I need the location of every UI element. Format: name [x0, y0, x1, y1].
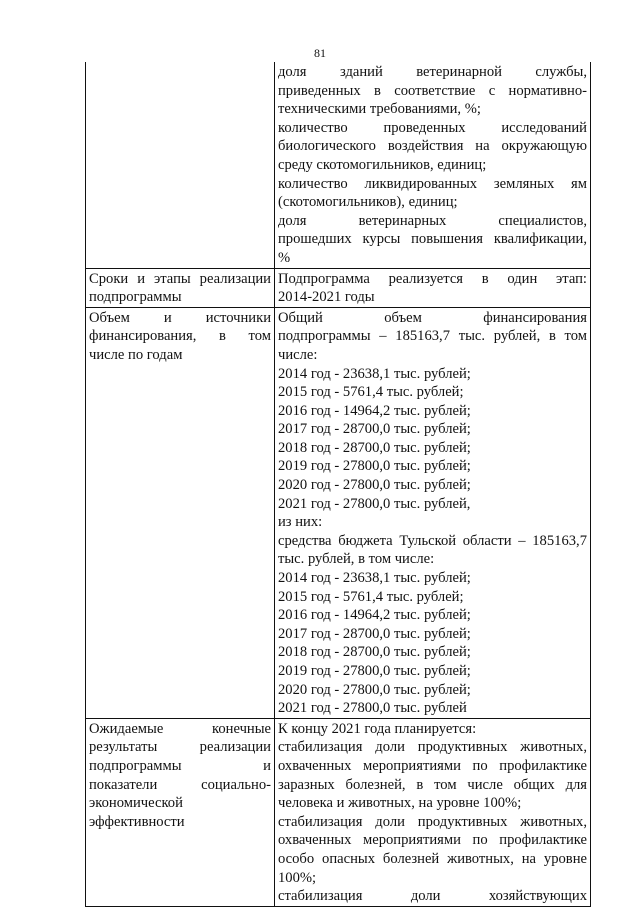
label-line: числе по годам — [89, 346, 183, 363]
label-line: Ожидаемые конечные — [89, 720, 271, 737]
label-line: показатели социально- — [89, 776, 271, 793]
row-content-cell — [275, 718, 591, 906]
row-content-cell — [275, 62, 591, 268]
content-line: особо опасных болезней животных, на уровне — [278, 850, 587, 867]
content-line: (скотомогильников), единиц; — [278, 194, 458, 211]
content-line: Общий объем финансирования — [278, 309, 587, 326]
content-line: 2018 год - 28700,0 тыс. рублей; — [278, 644, 471, 661]
content-line: тыс. рублей, в том числе: — [278, 551, 435, 568]
table-row — [86, 268, 591, 307]
table-row — [86, 307, 591, 718]
row-content-cell — [275, 268, 591, 307]
label-line: подпрограммы и — [89, 757, 271, 774]
content-line: % — [278, 249, 291, 266]
content-line: 2014 год - 23638,1 тыс. рублей; — [278, 365, 471, 382]
content-line: стабилизация доли хозяйствующих — [278, 888, 587, 905]
label-line: Сроки и этапы реализации — [89, 270, 271, 287]
label-line: Объем и источники — [89, 309, 271, 326]
content-line: 2014 год - 23638,1 тыс. рублей; — [278, 570, 471, 587]
content-line: доля зданий ветеринарной службы, — [278, 64, 587, 80]
content-line: 2016 год - 14964,2 тыс. рублей; — [278, 402, 471, 419]
label-line: экономической — [89, 795, 183, 812]
content-line: охваченных мероприятиями по профилактике — [278, 757, 587, 774]
row-label-cell — [86, 307, 275, 718]
row-label-cell — [86, 718, 275, 906]
content-line: охваченных мероприятиями по профилактике — [278, 832, 587, 849]
content-line: приведенных в соответствие с нормативно- — [278, 82, 587, 99]
row-content-cell — [275, 307, 591, 718]
content-line: 2016 год - 14964,2 тыс. рублей; — [278, 607, 471, 624]
content-line: числе: — [278, 346, 318, 363]
content-line: стабилизация доли продуктивных животных, — [278, 813, 587, 830]
content-line: стабилизация доли продуктивных животных, — [278, 739, 587, 756]
content-line: прошедших курсы повышения квалификации, — [278, 231, 587, 248]
content-line: 2015 год - 5761,4 тыс. рублей; — [278, 384, 464, 401]
content-line: 2015 год - 5761,4 тыс. рублей; — [278, 588, 464, 605]
content-line: среду скотомогильников, единиц; — [278, 156, 487, 173]
row-label-cell — [86, 62, 275, 268]
content-line: количество проведенных исследований — [278, 119, 587, 136]
content-line: К концу 2021 года планируется: — [278, 720, 477, 737]
content-line: средства бюджета Тульской области – 185163,7 — [278, 532, 587, 549]
label-line: эффективности — [89, 813, 185, 830]
content-line: из них: — [278, 514, 323, 531]
content-line: 2017 год - 28700,0 тыс. рублей; — [278, 625, 471, 642]
content-line: человека и животных, на уровне 100%; — [278, 795, 522, 812]
table-row — [86, 718, 591, 906]
content-line: заразных болезней, в том числе общих для — [278, 776, 587, 793]
content-line: биологического воздействия на окружающую — [278, 138, 587, 155]
content-line: 2020 год - 27800,0 тыс. рублей; — [278, 477, 471, 494]
page-number: 81 — [314, 46, 326, 60]
content-line: 2021 год - 27800,0 тыс. рублей, — [278, 495, 471, 512]
content-line: 2021 год - 27800,0 тыс. рублей — [278, 700, 467, 717]
label-line: результаты реализации — [89, 739, 271, 756]
row-label-cell — [86, 268, 275, 307]
subprogram-passport-table — [85, 62, 591, 907]
content-line: количество ликвидированных земляных ям — [278, 175, 587, 192]
table-row — [86, 62, 591, 268]
content-line: техническими требованиями, %; — [278, 101, 481, 118]
content-line: 2018 год - 28700,0 тыс. рублей; — [278, 439, 471, 456]
label-line: финансирования, в том — [89, 328, 271, 345]
content-line: подпрограммы – 185163,7 тыс. рублей, в том — [278, 328, 587, 345]
content-line: 2017 год - 28700,0 тыс. рублей; — [278, 421, 471, 438]
content-line: 2019 год - 27800,0 тыс. рублей; — [278, 458, 471, 475]
label-line: подпрограммы — [89, 289, 182, 306]
content-line: 2019 год - 27800,0 тыс. рублей; — [278, 663, 471, 679]
content-line: доля ветеринарных специалистов, — [278, 212, 587, 229]
content-line: 2014-2021 годы — [278, 289, 375, 306]
content-line: 100%; — [278, 869, 317, 886]
content-line: 2020 год - 27800,0 тыс. рублей; — [278, 681, 471, 698]
content-line: Подпрограмма реализуется в один этап: — [278, 270, 587, 287]
